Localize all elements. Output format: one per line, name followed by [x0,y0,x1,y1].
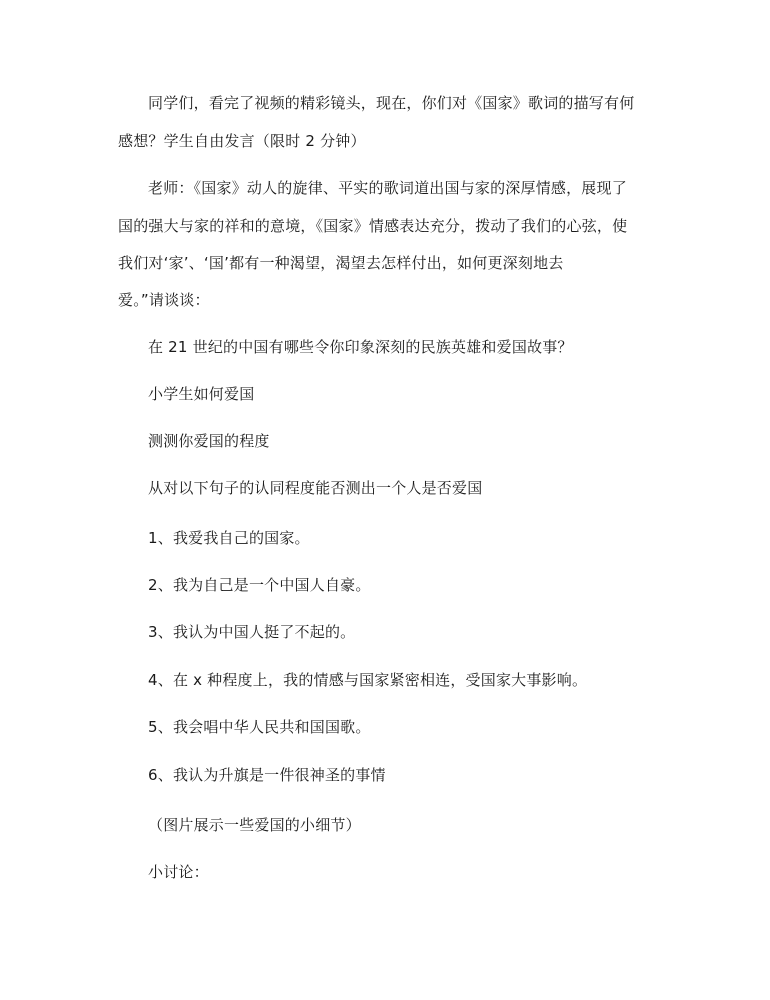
heading-patriotism-test: 测测你爱国的程度 [148,432,270,450]
paragraph-2-line-2: 国的强大与家的祥和的意境，《国家》情感表达充分，拨动了我们的心弦，使 [118,217,628,235]
statement-6: 6、我认为升旗是一件很神圣的事情 [148,766,386,784]
discussion-heading: 小讨论： [148,863,209,881]
statement-2: 2、我为自己是一个中国人自豪。 [148,576,371,594]
statement-1: 1、我爱我自己的国家。 [148,529,310,547]
paragraph-1-line-1: 同学们，看完了视频的精彩镜头，现在，你们对《国家》歌词的描写有何 [148,94,635,112]
statement-5: 5、我会唱中华人民共和国国歌。 [148,718,371,736]
paragraph-1-line-2: 感想？学生自由发言（限时 2 分钟） [118,132,366,150]
paragraph-2-line-3: 我们对‘家’、‘国’都有一种渴望，渴望去怎样付出，如何更深刻地去 [118,254,564,272]
intro-line: 从对以下句子的认同程度能否测出一个人是否爱国 [148,479,483,497]
question-line: 在 21 世纪的中国有哪些令你印象深刻的民族英雄和爱国故事？ [148,338,573,356]
image-note: （图片展示一些爱国的小细节） [148,816,361,834]
paragraph-2-line-4: 爱。”请谈谈： [118,291,210,309]
statement-3: 3、我认为中国人挺了不起的。 [148,623,356,641]
heading-how-to-love-country: 小学生如何爱国 [148,385,255,403]
statement-4: 4、在 x 种程度上，我的情感与国家紧密相连，受国家大事影响。 [148,671,588,689]
paragraph-2-line-1: 老师：《国家》动人的旋律、平实的歌词道出国与家的深厚情感，展现了 [148,179,627,197]
